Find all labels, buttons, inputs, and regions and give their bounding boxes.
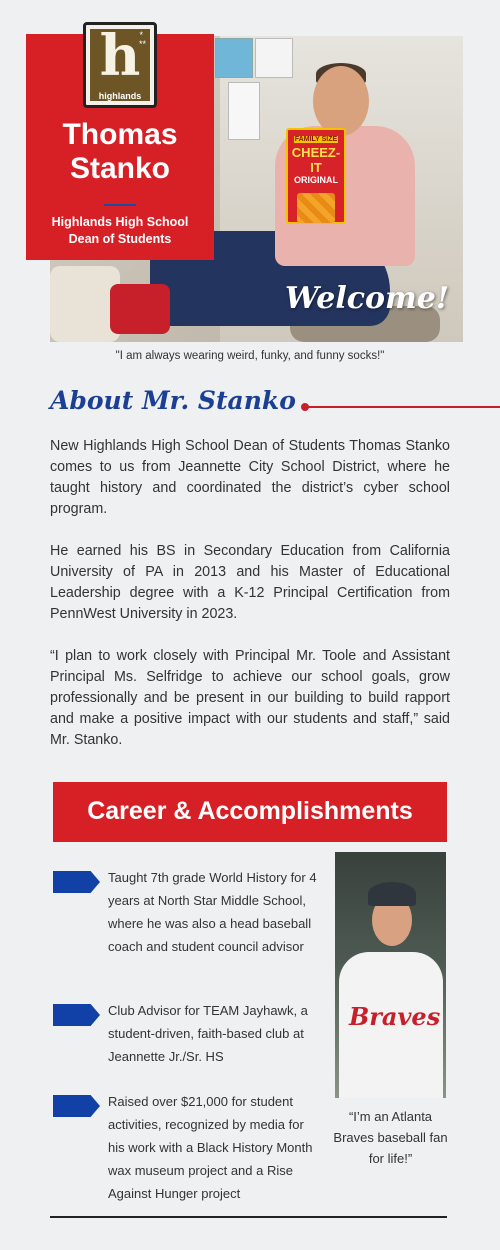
bottom-divider	[50, 1216, 447, 1218]
career-item-text: Taught 7th grade World History for 4 years at North Star Middle School, where he was also a head baseball coach and student council advisor	[108, 870, 317, 954]
box-flavor: ORIGINAL	[294, 175, 338, 185]
crackers-graphic	[297, 193, 335, 223]
hero-caption: "I am always wearing weird, funky, and funny socks!"	[115, 350, 385, 362]
name-divider	[104, 204, 136, 206]
person-role: Highlands High School Dean of Students	[51, 215, 189, 246]
person-name: Thomas Stanko	[62, 118, 178, 185]
about-heading: About Mr. Stanko	[50, 386, 296, 415]
arrow-bullet-icon	[53, 1004, 100, 1026]
wall-paper	[255, 38, 293, 78]
logo-letter: h	[99, 23, 141, 89]
wall-poster	[215, 38, 253, 78]
about-paragraph: He earned his BS in Secondary Education from California University of PA in 2013 and his Master of Educational Leadership degree with a K-12 Principal Certification from PennWest University in 2023.	[50, 543, 450, 622]
braves-photo	[335, 852, 446, 1098]
about-body	[50, 436, 450, 772]
career-item-text: Raised over $21,000 for student activities, recognized by media for his work with a Black History Month wax museum project and a Rise Against Hunger project	[108, 1094, 313, 1201]
logo-wordmark: highlands	[98, 91, 142, 101]
head	[313, 66, 369, 136]
career-item-text: Club Advisor for TEAM Jayhawk, a student-driven, faith-based club at Jeannette Jr./Sr. HS	[108, 1003, 308, 1064]
arrow-bullet-icon	[53, 871, 100, 893]
jersey-lettering: Braves	[349, 1002, 441, 1031]
about-paragraph: “I plan to work closely with Principal Mr. Toole and Assistant Principal Ms. Selfridge to achieve our school goals, grow professionally and be present in our building to build rapport and make a positive impact with our students and staff,” said Mr. Stanko.	[50, 648, 450, 748]
funky-sock	[110, 284, 170, 334]
about-heading-rule	[304, 406, 500, 408]
cracker-box	[286, 128, 346, 224]
baseball-cap	[368, 882, 416, 906]
arrow-bullet-icon	[53, 1095, 100, 1117]
name-card	[26, 23, 214, 260]
welcome-text: Welcome!	[284, 281, 449, 316]
wall-calendar	[228, 82, 260, 140]
career-heading: Career & Accomplishments	[53, 782, 447, 842]
box-brand: CHEEZ-IT	[291, 145, 341, 175]
box-tag: FAMILY SIZE	[294, 136, 338, 143]
braves-caption: “I’m an Atlanta Braves baseball fan for life!”	[333, 1109, 448, 1166]
about-paragraph: New Highlands High School Dean of Students Thomas Stanko comes to us from Jeannette City School District, where he taught history and coordinated the district’s cyber school program.	[50, 438, 450, 517]
highlands-logo	[83, 22, 157, 108]
logo-stars-icon: * **	[138, 30, 146, 49]
